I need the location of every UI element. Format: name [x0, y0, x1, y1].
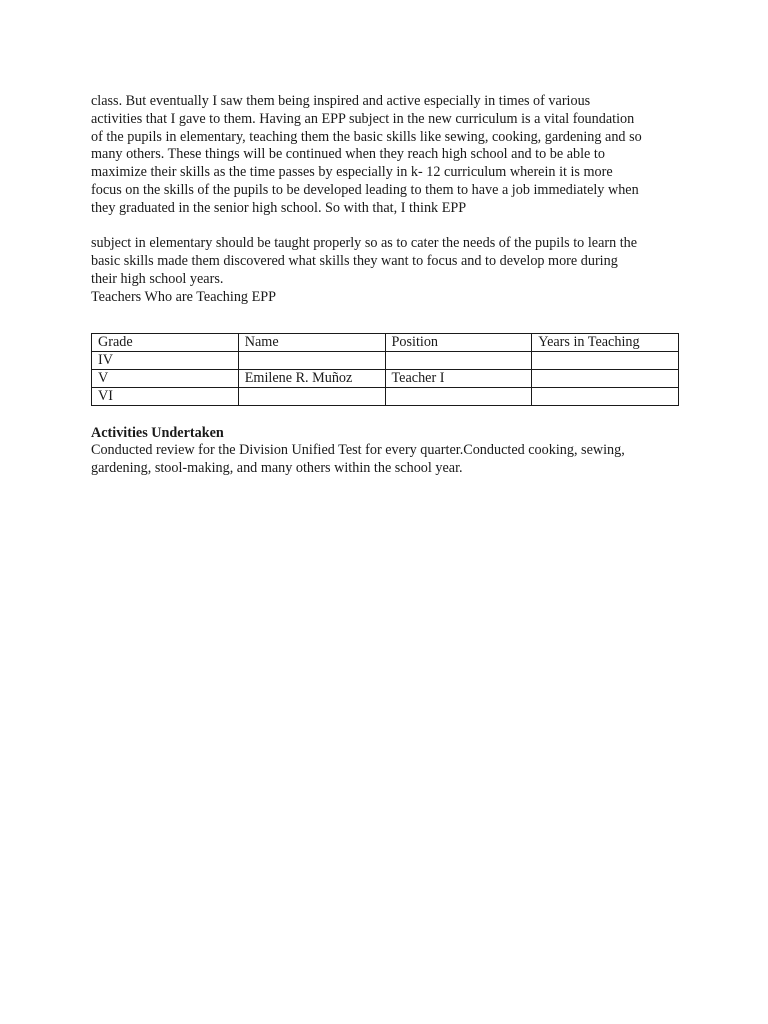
paragraph-line: subject in elementary should be taught properly so as to cater the needs of the pupils to learn the — [91, 235, 638, 252]
cell-position: Teacher I — [385, 369, 532, 387]
paragraph-line: they graduated in the senior high school. So with that, I think EPP — [91, 199, 467, 216]
table-caption: Teachers Who are Teaching EPP — [91, 288, 277, 305]
header-position: Position — [385, 333, 532, 351]
table-row — [92, 351, 679, 369]
cell-name — [238, 351, 385, 369]
activities-line: Conducted review for the Division Unified Test for every quarter.Conducted cooking, sewing, — [91, 442, 625, 459]
activities-heading: Activities Undertaken — [91, 424, 224, 441]
cell-years — [532, 351, 679, 369]
cell-years — [532, 387, 679, 405]
table-row — [92, 369, 679, 387]
cell-years — [532, 369, 679, 387]
body-paragraph-2 — [91, 235, 681, 306]
header-name: Name — [238, 333, 385, 351]
activities-line: gardening, stool-making, and many others within the school year. — [91, 460, 463, 477]
cell-grade: IV — [92, 351, 239, 369]
table-spacer — [91, 307, 681, 333]
cell-position — [385, 351, 532, 369]
paragraph-line: focus on the skills of the pupils to be developed leading to them to have a job immediately when — [91, 181, 639, 198]
body-paragraph-1 — [91, 93, 681, 218]
table-row — [92, 387, 679, 405]
paragraph-line: class. But eventually I saw them being inspired and active especially in times of various — [91, 93, 591, 109]
cell-position — [385, 387, 532, 405]
paragraph-line: basic skills made them discovered what skills they want to focus and to develop more during — [91, 253, 618, 270]
paragraph-line: activities that I gave to them. Having an EPP subject in the new curriculum is a vital foundation — [91, 110, 635, 127]
document-page — [91, 93, 681, 478]
cell-grade: V — [92, 369, 239, 387]
paragraph-line: maximize their skills as the time passes by especially in k- 12 curriculum wherein it is more — [91, 164, 613, 181]
header-grade: Grade — [92, 333, 239, 351]
paragraph-line: of the pupils in elementary, teaching them the basic skills like sewing, cooking, gardening and so — [91, 128, 642, 145]
cell-name — [238, 387, 385, 405]
header-years-in-teaching: Years in Teaching — [532, 333, 679, 351]
paragraph-line: their high school years. — [91, 270, 224, 287]
cell-grade: VI — [92, 387, 239, 405]
cell-name: Emilene R. Muñoz — [238, 369, 385, 387]
paragraph-line: many others. These things will be continued when they reach high school and to be able to — [91, 146, 605, 163]
activities-section — [91, 425, 681, 478]
table-header-row — [92, 333, 679, 351]
section-spacer — [91, 406, 681, 425]
teachers-table — [91, 333, 679, 406]
paragraph-spacer — [91, 218, 681, 236]
